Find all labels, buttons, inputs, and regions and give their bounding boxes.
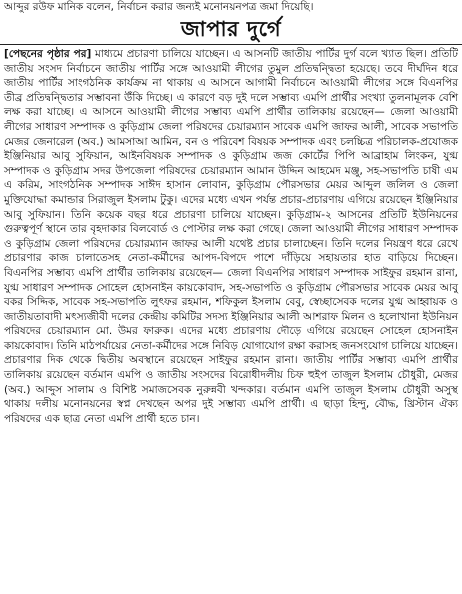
continuation-kicker: [পেছনের পৃষ্ঠার পর] [4, 48, 92, 60]
headline-container [4, 16, 458, 42]
headline-divider [0, 44, 462, 45]
article-paragraph [4, 47, 458, 426]
article-body [4, 47, 458, 426]
previous-article-tail: আব্দুর রউফ মানিক বলেন, নির্বাচন করার জন্যই মনোনয়নপত্র জমা দিয়েছি। [4, 1, 314, 13]
article-headline: জাপার দুর্গে [180, 17, 282, 41]
article-text: মাধ্যমে প্রচারণা চালিয়ে যাচ্ছেন। এ আসনটি জাতীয় পার্টির দুর্গ বলে খ্যাত ছিল। প্রতিটি জাতীয় সংসদ নির্বাচনে জাতীয় পার্টির সঙ্গে আওয়ামী লীগের তুমুল প্রতিদ্বন্দ্বিতা হয়েছে। তবে দীর্ঘদিন ধরে জাতীয় পার্টির সাংগঠনিক কার্যক্রম না থাকায় এ আসনে আগামী নির্বাচনে আওয়ামী লীগের সঙ্গে বিএনপির তীব্র প্রতিদ্বন্দ্বিতার সম্ভাবনা উঁকি দিচ্ছে। এ কারণে বড় দুই দলে সম্ভাব্য এমপি প্রার্থীর সংখ্যা তুলনামূলক বেশি লক্ষ করা যাচ্ছে। এ আসনে আওয়ামী লীগের সম্ভাব্য এমপি প্রার্থীর তালিকায় রয়েছেন— জেলা আওয়ামী লীগের সাধারণ সম্পাদক ও কুড়িগ্রাম জেলা পরিষদের চেয়ারম্যান সাবেক এমপি জাফর আলী, সাবেক সভাপতি মেজর জেনারেল (অব.) আমসাআ আমিন, বন ও পরিবেশ বিষয়ক সম্পাদক এবং চলচ্চিত্র পরিচালক-প্রযোজক ইঞ্জিনিয়ার আবু সুফিয়ান, আইনবিষয়ক সম্পাদক ও কুড়িগ্রাম জজ কোর্টের পিপি আব্রাহাম লিংকন, যুগ্ম সম্পাদক ও কুড়িগ্রাম সদর উপজেলা পরিষদের চেয়ারম্যান আমান উদ্দিন আহমেদ মঞ্জু, সহ-সভাপতি চাষী এম এ করিম, সাংগঠনিক সম্পাদক সাঈদ হাসান লোবান, কুড়িগ্রাম পৌরসভার মেয়র আব্দুল জলিল ও জেলা মুক্তিযোদ্ধা কমান্ডার সিরাজুল ইসলাম টুকু। এদের মধ্যে এখন পর্যন্ত প্রচার-প্রচারণায় এগিয়ে রয়েছেন ইঞ্জিনিয়ার আবু সুফিয়ান। তিনি কয়েক বছর ধরে প্রচারণা চালিয়ে যাচ্ছেন। কুড়িগ্রাম-২ আসনের প্রতিটি ইউনিয়নের গুরুত্বপূর্ণ স্থানে তার বৃহদাকার বিলবোর্ড ও পোস্টার লক্ষ করা গেছে। জেলা আওয়ামী লীগের সাধারণ সম্পাদক ও কুড়িগ্রাম জেলা পরিষদের চেয়ারম্যান জাফর আলী যথেষ্ট প্রচার চালাচ্ছেন। তিনি দলের নিয়ন্ত্রণ ধরে রেখে প্রচারণার কাজ চালাতেসহ নেতা-কর্মীদের আপদ-বিপদে পাশে দাঁড়িয়ে সহায়তার হাত বাড়িয়ে দিচ্ছেন। বিএনপির সম্ভাব্য এমপি প্রার্থীর তালিকায় রয়েছেন— জেলা বিএনপির সাধারণ সম্পাদক সাইফুর রহমান রানা, যুগ্ম সাধারণ সম্পাদক সোহেল হোসনাইন কায়কোবাদ, সহ-সভাপতি ও কুড়িগ্রাম পৌরসভার সাবেক মেয়র আবু বকর সিদ্দিক, সাবেক সহ-সভাপতি লুৎফর রহমান, শফিকুল ইসলাম বেবু, স্বেচ্ছাসেবক দলের যুগ্ম আহ্বায়ক ও জাতীয়তাবাদী মৎস্যজীবী দলের কেন্দ্রীয় কমিটির সদস্য ইঞ্জিনিয়ার আলী আশরাফ মিলন ও হলোখানা ইউনিয়ন পরিষদের চেয়ারম্যান মো. উমর ফারুক। এদের মধ্যে প্রচারণায় দৌড়ে এগিয়ে রয়েছেন সোহেল হোসনাইন কায়কোবাদ। তিনি মাঠপর্যায়ের নেতা-কর্মীদের সঙ্গে নিবিড় যোগাযোগ রক্ষা করাসহ জনসংযোগ চালিয়ে যাচ্ছেন। প্রচারণার দিক থেকে দ্বিতীয় অবস্থানে রয়েছেন সাইফুর রহমান রানা। জাতীয় পার্টির সম্ভাব্য এমপি প্রার্থীর তালিকায় রয়েছেন বর্তমান এমপি ও জাতীয় সংসদের বিরোধীদলীয় চিফ হুইপ তাজুল ইসলাম চৌধুরী, মেজর (অব.) আব্দুস সালাম ও বিশিষ্ট সমাজসেবক নুরুন্নবী খন্দকার। বর্তমান এমপি তাজুল ইসলাম চৌধুরী অসুস্থ থাকায় দলীয় মনোনয়নের স্বপ্ন দেখছেন অপর দুই সম্ভাব্য এমপি প্রার্থী। এ ছাড়া হিন্দু, বৌদ্ধ, খ্রিস্টান ঐক্য পরিষদের এক ছাত্র নেতা এমপি প্রার্থী হতে চান। [4, 48, 458, 425]
